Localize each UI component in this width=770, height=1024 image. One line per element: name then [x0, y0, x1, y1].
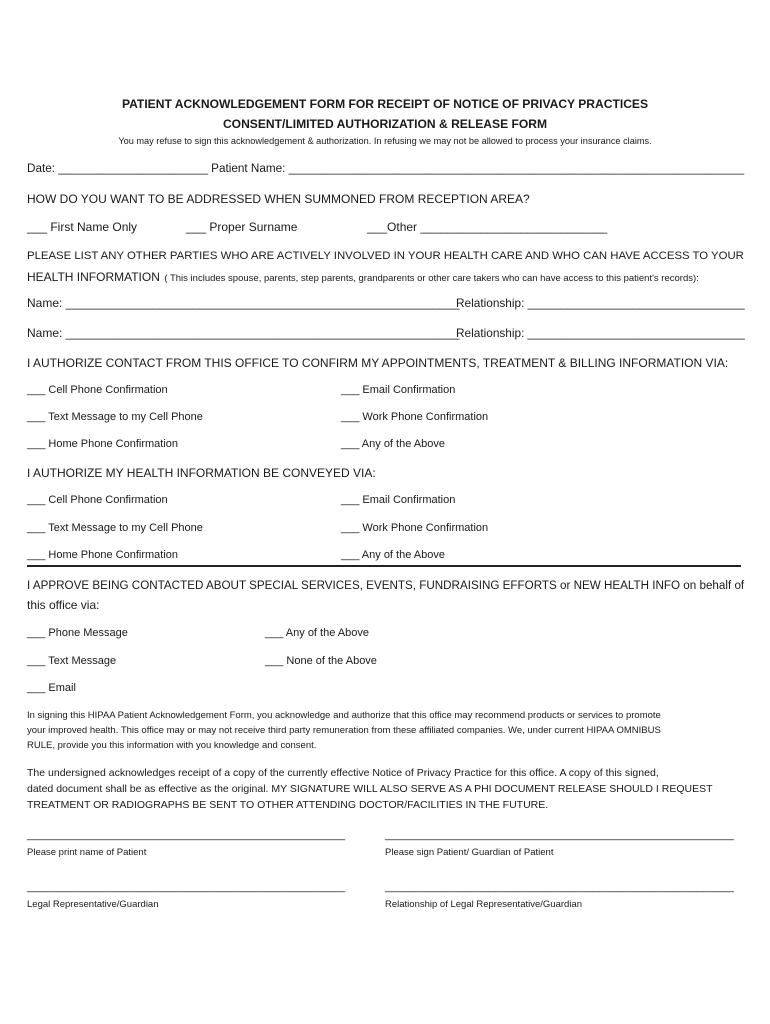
- convey-email-option[interactable]: ___ Email Confirmation: [341, 494, 456, 506]
- print-name-label: Please print name of Patient: [27, 847, 147, 858]
- convey-heading: I AUTHORIZE MY HEALTH INFORMATION BE CONVEYED VIA:: [27, 466, 376, 480]
- form-title-line1: PATIENT ACKNOWLEDGEMENT FORM FOR RECEIPT OF NOTICE OF PRIVACY PRACTICES: [121, 97, 649, 111]
- approve-email-option[interactable]: ___ Email: [27, 682, 76, 694]
- option-first-name-only[interactable]: ___ First Name Only: [27, 220, 138, 234]
- party2-name-field[interactable]: Name: ___________________________________________________________: [27, 326, 460, 340]
- parties-heading: PLEASE LIST ANY OTHER PARTIES WHO ARE ACTIVELY INVOLVED IN YOUR HEALTH CARE AND WHO CAN HAVE ACCESS TO YOUR: [27, 250, 744, 262]
- contact-email-option[interactable]: ___ Email Confirmation: [341, 384, 456, 396]
- relationship-label: Relationship of Legal Representative/Guardian: [385, 899, 582, 910]
- signature-label: Please sign Patient/ Guardian of Patient: [385, 847, 554, 858]
- hipaa-para-line2: your improved health. This office may or may not receive third party remuneration from these affiliated companies. We, under current HIPAA OMNIBUS: [27, 725, 661, 736]
- approve-text-option[interactable]: ___ Text Message: [27, 655, 117, 667]
- hipaa-para-line3: RULE, provide you this information with you knowledge and consent.: [27, 740, 317, 751]
- convey-text-option[interactable]: ___ Text Message to my Cell Phone: [27, 522, 203, 534]
- hipaa-para-line1: In signing this HIPAA Patient Acknowledgement Form, you acknowledge and authorize that this office may recommend products or services to promote: [27, 710, 661, 721]
- option-proper-surname[interactable]: ___ Proper Surname: [186, 220, 298, 234]
- approve-heading-line2: this office via:: [27, 598, 100, 612]
- approve-any-option[interactable]: ___ Any of the Above: [265, 627, 369, 639]
- signature-field[interactable]: _________________________________________________________: [385, 829, 734, 841]
- party1-name-field[interactable]: Name: ___________________________________________________________: [27, 296, 460, 310]
- parties-note: ( This includes spouse, parents, step parents, grandparents or other care takers who can have access to this patient's records):: [164, 273, 699, 284]
- approve-none-option[interactable]: ___ None of the Above: [265, 655, 377, 667]
- parties-heading-line2: [27, 268, 699, 286]
- party1-relationship-field[interactable]: Relationship: _________________________________: [456, 296, 745, 310]
- receipt-para-line2: dated document shall be as effective as the original. MY SIGNATURE WILL ALSO SERVE AS A PHI DOCUMENT RELEASE SHOULD I REQUEST: [27, 783, 713, 795]
- option-other[interactable]: ___Other ____________________________: [367, 220, 608, 234]
- legal-rep-label: Legal Representative/Guardian: [27, 899, 159, 910]
- contact-home-option[interactable]: ___ Home Phone Confirmation: [27, 438, 179, 450]
- convey-any-option[interactable]: ___ Any of the Above: [341, 549, 445, 561]
- relationship-field[interactable]: _________________________________________________________: [385, 881, 734, 893]
- party2-relationship-field[interactable]: Relationship: _________________________________: [456, 326, 745, 340]
- receipt-para-line3: TREATMENT OR RADIOGRAPHS BE SENT TO OTHER ATTENDING DOCTOR/FACILITIES IN THE FUTURE.: [27, 799, 549, 811]
- approve-heading-line1: I APPROVE BEING CONTACTED ABOUT SPECIAL SERVICES, EVENTS, FUNDRAISING EFFORTS or NEW HEALTH INFO on behalf of: [27, 579, 745, 592]
- convey-home-option[interactable]: ___ Home Phone Confirmation: [27, 549, 179, 561]
- refuse-note: You may refuse to sign this acknowledgement & authorization. In refusing we may not be allowed to process your insurance claims.: [118, 136, 652, 146]
- section-divider: [27, 565, 741, 567]
- form-title-line2: CONSENT/LIMITED AUTHORIZATION & RELEASE FORM: [222, 117, 548, 131]
- legal-rep-field[interactable]: ____________________________________________________: [27, 881, 346, 893]
- date-patient-name-field[interactable]: Date: _______________________ Patient Name: ______________________________________________________________________: [27, 162, 745, 175]
- contact-text-option[interactable]: ___ Text Message to my Cell Phone: [27, 411, 203, 423]
- contact-cell-option[interactable]: ___ Cell Phone Confirmation: [27, 384, 168, 396]
- parties-health-info: HEALTH INFORMATION: [27, 270, 160, 284]
- contact-work-option[interactable]: ___ Work Phone Confirmation: [341, 411, 489, 423]
- convey-cell-option[interactable]: ___ Cell Phone Confirmation: [27, 494, 168, 506]
- print-name-field[interactable]: ____________________________________________________: [27, 829, 346, 841]
- receipt-para-line1: The undersigned acknowledges receipt of a copy of the currently effective Notice of Privacy Practice for this office. A copy of this signed,: [27, 767, 659, 779]
- convey-work-option[interactable]: ___ Work Phone Confirmation: [341, 522, 489, 534]
- contact-any-option[interactable]: ___ Any of the Above: [341, 438, 445, 450]
- approve-phone-option[interactable]: ___ Phone Message: [27, 627, 128, 639]
- contact-heading: I AUTHORIZE CONTACT FROM THIS OFFICE TO CONFIRM MY APPOINTMENTS, TREATMENT & BILLING INFORMATION VIA:: [27, 356, 729, 370]
- address-question: HOW DO YOU WANT TO BE ADDRESSED WHEN SUMMONED FROM RECEPTION AREA?: [27, 192, 530, 206]
